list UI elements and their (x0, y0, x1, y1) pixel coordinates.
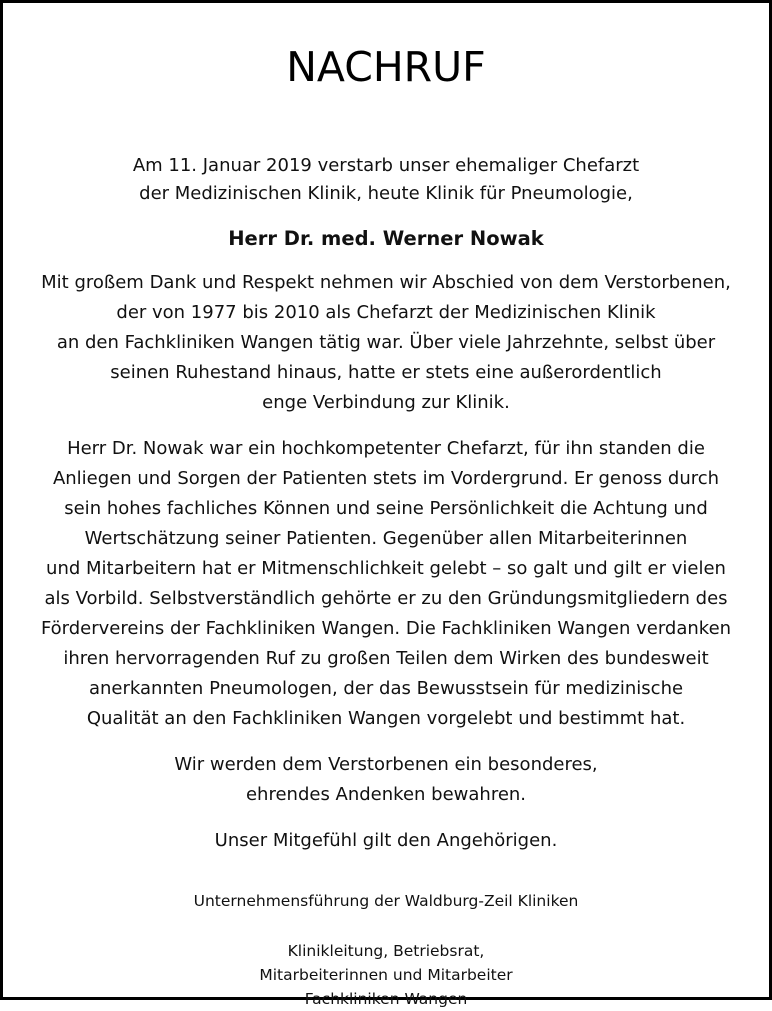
paragraph-remembrance (20, 750, 752, 810)
signature-line: Unternehmensführung der Waldburg-Zeil Kliniken (193, 892, 579, 910)
paragraph-line: Unser Mitgefühl gilt den Angehörigen. (214, 830, 558, 851)
paragraph-line: an den Fachkliniken Wangen tätig war. Über viele Jahrzehnte, selbst über (56, 332, 716, 353)
paragraph-line: ihren hervorragenden Ruf zu großen Teilen dem Wirken des bundesweit (63, 648, 709, 669)
paragraph-line: seinen Ruhestand hinaus, hatte er stets eine außerordentlich (110, 362, 662, 383)
deceased-name: Herr Dr. med. Werner Nowak (228, 227, 544, 250)
paragraph-line: Wertschätzung seiner Patienten. Gegenüber allen Mitarbeiterinnen (84, 528, 688, 549)
paragraph-condolence (20, 826, 752, 856)
intro-line: der Medizinischen Klinik, heute Klinik für Pneumologie, (139, 183, 633, 204)
obituary-notice (20, 0, 752, 1011)
paragraph-line: ehrendes Andenken bewahren. (245, 784, 527, 805)
paragraph-line: Fördervereins der Fachkliniken Wangen. Die Fachkliniken Wangen verdanken (40, 618, 732, 639)
paragraph-line: sein hohes fachliches Können und seine Persönlichkeit die Achtung und (64, 498, 708, 519)
paragraph-line: Qualität an den Fachkliniken Wangen vorgelebt und bestimmt hat. (86, 708, 686, 729)
signature-line: Klinikleitung, Betriebsrat, (287, 942, 485, 960)
intro-line: Am 11. Januar 2019 verstarb unser ehemaliger Chefarzt (132, 155, 640, 176)
signature-line: Mitarbeiterinnen und Mitarbeiter (259, 966, 513, 984)
paragraph-line: und Mitarbeitern hat er Mitmenschlichkeit gelebt – so galt und gilt er vielen (46, 558, 726, 579)
paragraph-tribute (20, 434, 752, 734)
paragraph-line: enge Verbindung zur Klinik. (262, 392, 510, 413)
paragraph-line: Anliegen und Sorgen der Patienten stets im Vordergrund. Er genoss durch (52, 468, 720, 489)
paragraph-line: Mit großem Dank und Respekt nehmen wir Abschied von dem Verstorbenen, (41, 272, 731, 293)
paragraph-line: Herr Dr. Nowak war ein hochkompetenter Chefarzt, für ihn standen die (67, 438, 705, 459)
intro-text (20, 152, 752, 208)
signature-clinic (20, 939, 752, 1011)
page-title: NACHRUF (286, 43, 486, 91)
paragraph-line: der von 1977 bis 2010 als Chefarzt der Medizinischen Klinik (116, 302, 656, 323)
paragraph-farewell (20, 268, 752, 418)
signature-line: Fachkliniken Wangen (304, 990, 468, 1008)
paragraph-line: anerkannten Pneumologen, der das Bewusstsein für medizinische (88, 678, 684, 699)
signature-management (20, 889, 752, 913)
paragraph-line: Wir werden dem Verstorbenen ein besonderes, (174, 754, 598, 775)
paragraph-line: als Vorbild. Selbstverständlich gehörte er zu den Gründungsmitgliedern des (44, 588, 728, 609)
